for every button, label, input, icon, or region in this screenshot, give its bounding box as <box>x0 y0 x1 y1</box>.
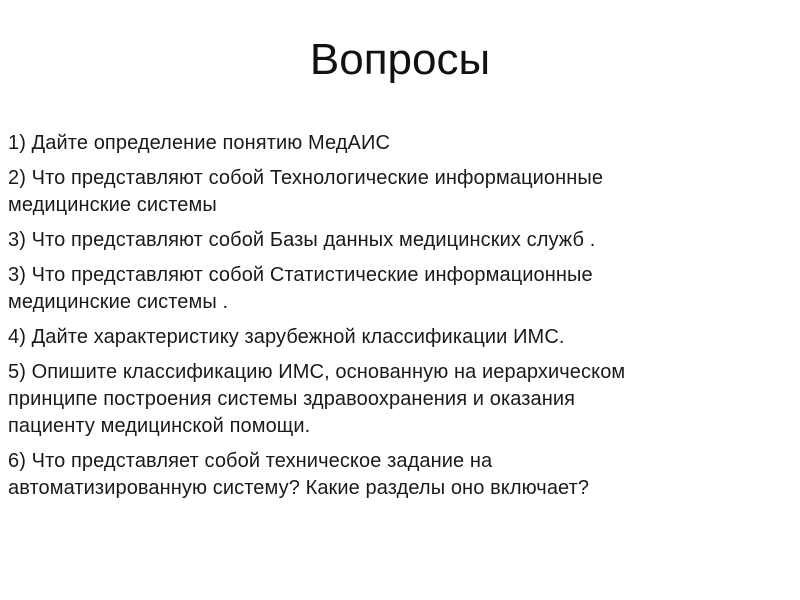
question-item <box>8 130 788 157</box>
question-item <box>8 227 788 254</box>
question-item <box>8 448 788 502</box>
question-line: 1) Дайте определение понятию МедАИС <box>8 132 390 154</box>
question-line: 5) Опишите классификацию ИМС, основанную на иерархическом <box>8 361 626 383</box>
question-line: принципе построения системы здравоохранения и оказания <box>8 388 576 410</box>
question-line: 3) Что представляют собой Базы данных медицинских служб . <box>8 229 596 251</box>
question-item <box>8 165 788 219</box>
question-line: 6) Что представляет собой техническое задание на <box>8 450 493 472</box>
question-item <box>8 262 788 316</box>
slide-title: Вопросы <box>309 35 491 84</box>
question-item <box>8 324 788 351</box>
question-line: медицинские системы <box>8 194 217 216</box>
question-line: 3) Что представляют собой Статистические информационные <box>8 264 593 286</box>
question-line: медицинские системы . <box>8 291 229 313</box>
question-line: автоматизированную систему? Какие разделы оно включает? <box>8 477 590 499</box>
question-item <box>8 359 788 440</box>
question-line: пациенту медицинской помощи. <box>8 415 311 437</box>
question-line: 4) Дайте характеристику зарубежной классификации ИМС. <box>8 326 565 348</box>
question-line: 2) Что представляют собой Технологические информационные <box>8 167 604 189</box>
question-list <box>8 130 788 510</box>
